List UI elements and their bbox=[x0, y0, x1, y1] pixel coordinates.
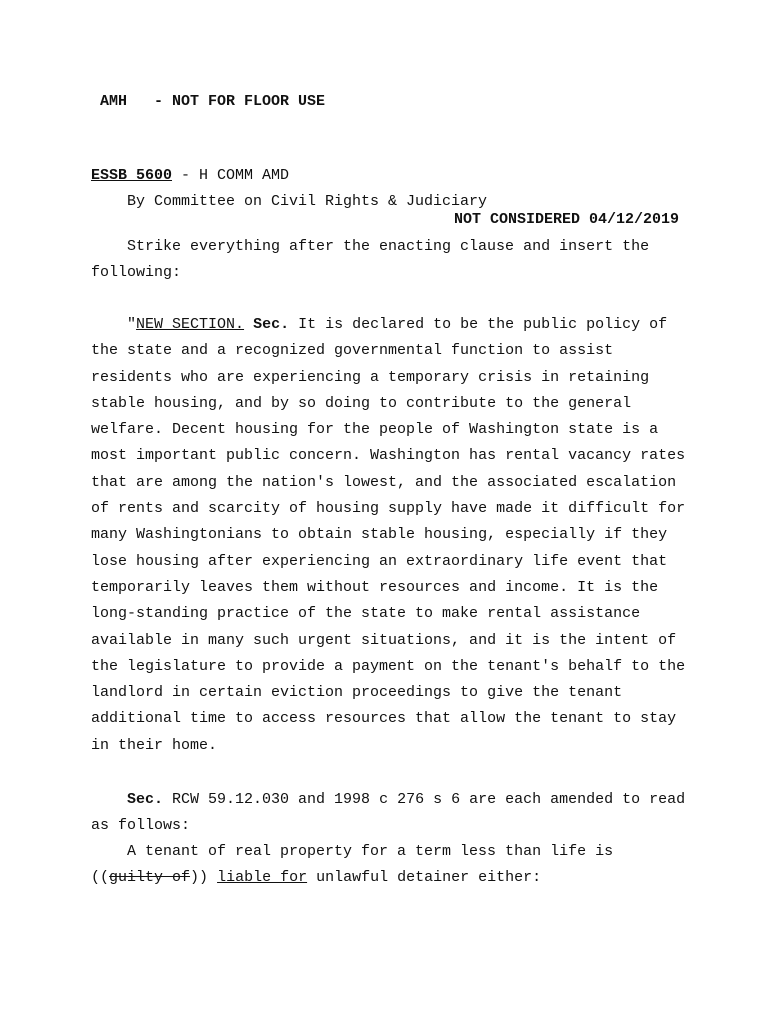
intro-text: Strike everything after the enacting clause and insert the following: bbox=[91, 238, 650, 282]
bill-status: NOT CONSIDERED 04/12/2019 bbox=[453, 211, 679, 228]
intro-paragraph bbox=[91, 234, 691, 287]
struck-text: guilty of bbox=[109, 869, 191, 887]
para-3-rest: unlawful detainer either: bbox=[316, 869, 542, 887]
para-3-line1: A tenant of real property for a term less than life is bbox=[127, 843, 614, 860]
section-2-text: RCW 59.12.030 and 1998 c 276 s 6 are each amended to read as follows: bbox=[91, 791, 686, 835]
header-code: AMH bbox=[100, 93, 128, 110]
bill-line bbox=[91, 167, 289, 185]
section-1-paragraph bbox=[91, 312, 691, 759]
section-1-sec: Sec. bbox=[253, 316, 290, 333]
section-1-text: It is declared to be the public policy of the state and a recognized governmental function to assist residents who are experiencing a temporary crisis in retaining stable housing, and by so doing to contribute to the general welfare. Decent housing for the people of Washington state is a most important public concern. Washington has rental vacancy rates that are among the nation's lowest, and the associated escalation of rents and scarcity of housing supply have made it difficult for many Washingtonians to obtain stable housing, especially if they lose housing after experiencing an extraordinary life event that temporarily leaves them without resources and income. It is the long-standing practice of the state to make rental assistance available in many such urgent situations, and it is the intent of the legislature to provide a payment on the tenant's behalf to the landlord in certain eviction proceedings to give the tenant additional time to access resources that allow the tenant to stay in their home. bbox=[91, 316, 686, 754]
section-1-quote: " bbox=[127, 316, 137, 333]
para-3-close: )) bbox=[190, 869, 209, 887]
bill-amendment: - H COMM AMD bbox=[172, 167, 290, 184]
new-section-label: NEW SECTION. bbox=[136, 316, 245, 333]
paragraph-3 bbox=[91, 839, 691, 892]
para-3-open: (( bbox=[91, 869, 110, 887]
page-header bbox=[100, 93, 325, 111]
section-2-sec: Sec. bbox=[127, 791, 164, 808]
bill-sponsor: By Committee on Civil Rights & Judiciary bbox=[127, 193, 488, 210]
section-2-paragraph bbox=[91, 787, 691, 840]
inserted-text: liable for bbox=[217, 869, 308, 887]
bill-number: ESSB 5600 bbox=[91, 167, 173, 184]
header-notice: - NOT FOR FLOOR USE bbox=[154, 93, 326, 110]
